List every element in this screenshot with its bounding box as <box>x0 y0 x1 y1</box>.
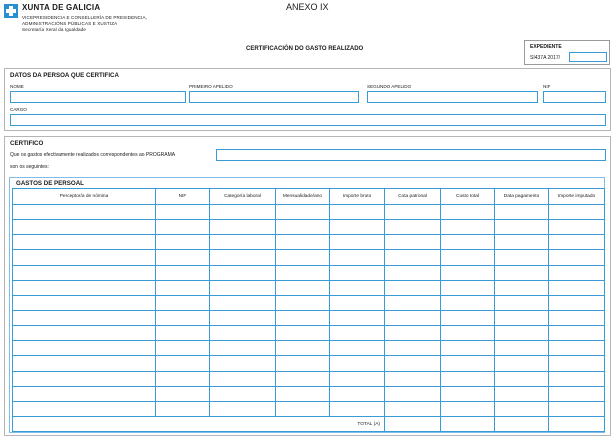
cell-importe-bruto[interactable] <box>330 205 385 220</box>
cell-categoria[interactable] <box>210 310 276 325</box>
cell-categoria[interactable] <box>210 250 276 265</box>
org-line-2: ADMINISTRACIÓNS PÚBLICAS E XUSTIZA <box>22 21 118 26</box>
cell-cota-patronal[interactable] <box>385 310 441 325</box>
cell-categoria[interactable] <box>210 401 276 416</box>
cell-cota-patronal[interactable] <box>385 235 441 250</box>
cell-categoria[interactable] <box>210 371 276 386</box>
cell-importe-imputado[interactable] <box>549 326 605 341</box>
org-line-3: Secretaría Xeral da Igualdade <box>22 27 86 32</box>
col-data-pagamento: Data pagamento <box>495 189 549 205</box>
cell-cota-patronal[interactable] <box>385 205 441 220</box>
primeiro-apelido-label: PRIMEIRO APELIDO <box>189 84 233 89</box>
cell-importe-bruto[interactable] <box>330 341 385 356</box>
total-row <box>13 416 605 431</box>
cell-importe-bruto[interactable] <box>330 326 385 341</box>
cell-importe-imputado[interactable] <box>549 280 605 295</box>
gastos-persoal-section <box>9 177 605 433</box>
col-importe-bruto: Importe bruto <box>330 189 385 205</box>
cell-importe-bruto[interactable] <box>330 220 385 235</box>
cell-categoria[interactable] <box>210 220 276 235</box>
cell-mensualidade[interactable] <box>276 371 330 386</box>
gastos-header-row <box>13 189 605 205</box>
cell-cota-patronal[interactable] <box>385 386 441 401</box>
cell-importe-imputado[interactable] <box>549 356 605 371</box>
cell-importe-bruto[interactable] <box>330 265 385 280</box>
cell-nif[interactable] <box>156 250 210 265</box>
cell-nif[interactable] <box>156 326 210 341</box>
segundo-apelido-field[interactable] <box>367 91 538 103</box>
document-title: CERTIFICACIÓN DO GASTO REALIZADO <box>246 46 364 52</box>
total-importe-imputado[interactable] <box>549 416 605 431</box>
col-mensualidade: Mensualidade/ano <box>276 189 330 205</box>
gastos-row <box>13 250 605 265</box>
cell-perceptor[interactable] <box>13 371 156 386</box>
gastos-row <box>13 310 605 325</box>
cell-mensualidade[interactable] <box>276 295 330 310</box>
cell-nif[interactable] <box>156 310 210 325</box>
cell-mensualidade[interactable] <box>276 265 330 280</box>
cell-custo-total[interactable] <box>441 295 495 310</box>
cell-cota-patronal[interactable] <box>385 265 441 280</box>
cell-perceptor[interactable] <box>13 356 156 371</box>
cell-categoria[interactable] <box>210 295 276 310</box>
cell-mensualidade[interactable] <box>276 326 330 341</box>
cell-data-pagamento[interactable] <box>495 265 549 280</box>
cargo-field[interactable] <box>10 114 606 126</box>
gastos-row <box>13 265 605 280</box>
cell-perceptor[interactable] <box>13 401 156 416</box>
cell-categoria[interactable] <box>210 280 276 295</box>
gastos-row <box>13 220 605 235</box>
persona-section-title: DATOS DA PERSOA QUE CERTIFICA <box>10 72 119 79</box>
gastos-row <box>13 235 605 250</box>
gastos-row <box>13 386 605 401</box>
cell-importe-bruto[interactable] <box>330 295 385 310</box>
total-custo-total[interactable] <box>441 416 495 431</box>
cell-importe-bruto[interactable] <box>330 310 385 325</box>
cell-categoria[interactable] <box>210 326 276 341</box>
cell-cota-patronal[interactable] <box>385 401 441 416</box>
cell-mensualidade[interactable] <box>276 280 330 295</box>
cell-data-pagamento[interactable] <box>495 356 549 371</box>
cell-custo-total[interactable] <box>441 250 495 265</box>
cell-custo-total[interactable] <box>441 310 495 325</box>
gastos-row <box>13 401 605 416</box>
cell-importe-imputado[interactable] <box>549 235 605 250</box>
cell-data-pagamento[interactable] <box>495 235 549 250</box>
cell-nif[interactable] <box>156 280 210 295</box>
cell-custo-total[interactable] <box>441 326 495 341</box>
gastos-row <box>13 205 605 220</box>
gastos-row <box>13 280 605 295</box>
cell-perceptor[interactable] <box>13 205 156 220</box>
cell-mensualidade[interactable] <box>276 235 330 250</box>
col-importe-imputado: Importe imputado <box>549 189 605 205</box>
nif-field[interactable] <box>543 91 606 103</box>
gastos-persoal-title: GASTOS DE PERSOAL <box>16 180 84 187</box>
cell-data-pagamento[interactable] <box>495 250 549 265</box>
cell-cota-patronal[interactable] <box>385 220 441 235</box>
cell-importe-imputado[interactable] <box>549 205 605 220</box>
cell-nif[interactable] <box>156 356 210 371</box>
persona-section <box>4 68 611 131</box>
cell-categoria[interactable] <box>210 265 276 280</box>
cell-perceptor[interactable] <box>13 235 156 250</box>
cell-custo-total[interactable] <box>441 356 495 371</box>
col-nif: NIF <box>156 189 210 205</box>
col-custo-total: Custo total <box>441 189 495 205</box>
cell-perceptor[interactable] <box>13 310 156 325</box>
cell-custo-total[interactable] <box>441 235 495 250</box>
cell-nif[interactable] <box>156 386 210 401</box>
cell-cota-patronal[interactable] <box>385 250 441 265</box>
cell-custo-total[interactable] <box>441 341 495 356</box>
nome-field[interactable] <box>10 91 186 103</box>
total-label: TOTAL (A) <box>13 416 385 431</box>
cell-importe-imputado[interactable] <box>549 341 605 356</box>
cell-categoria[interactable] <box>210 356 276 371</box>
cell-cota-patronal[interactable] <box>385 280 441 295</box>
cell-mensualidade[interactable] <box>276 386 330 401</box>
cell-data-pagamento[interactable] <box>495 295 549 310</box>
cell-importe-imputado[interactable] <box>549 250 605 265</box>
cell-perceptor[interactable] <box>13 341 156 356</box>
cell-custo-total[interactable] <box>441 220 495 235</box>
primeiro-apelido-field[interactable] <box>189 91 359 103</box>
xunta-logo <box>4 4 18 18</box>
cell-mensualidade[interactable] <box>276 341 330 356</box>
cell-perceptor[interactable] <box>13 386 156 401</box>
cell-importe-imputado[interactable] <box>549 295 605 310</box>
cell-custo-total[interactable] <box>441 386 495 401</box>
cell-importe-bruto[interactable] <box>330 401 385 416</box>
cell-nif[interactable] <box>156 265 210 280</box>
cell-nif[interactable] <box>156 341 210 356</box>
cell-cota-patronal[interactable] <box>385 295 441 310</box>
cell-perceptor[interactable] <box>13 220 156 235</box>
expediente-code: SI437A 2017/ <box>530 55 561 61</box>
cell-cota-patronal[interactable] <box>385 326 441 341</box>
expediente-box <box>524 40 610 65</box>
cell-importe-bruto[interactable] <box>330 235 385 250</box>
nif-label: NIF <box>543 84 551 89</box>
cell-mensualidade[interactable] <box>276 401 330 416</box>
cell-data-pagamento[interactable] <box>495 220 549 235</box>
nome-label: NOME <box>10 84 24 89</box>
cell-custo-total[interactable] <box>441 265 495 280</box>
cell-importe-bruto[interactable] <box>330 386 385 401</box>
cell-data-pagamento[interactable] <box>495 310 549 325</box>
total-cota-patronal[interactable] <box>385 416 441 431</box>
gastos-row <box>13 295 605 310</box>
cell-nif[interactable] <box>156 235 210 250</box>
gastos-row <box>13 341 605 356</box>
cell-custo-total[interactable] <box>441 401 495 416</box>
cell-nif[interactable] <box>156 205 210 220</box>
certifico-text-2: son os seguintes: <box>10 164 49 170</box>
cell-nif[interactable] <box>156 401 210 416</box>
cell-nif[interactable] <box>156 295 210 310</box>
gastos-table <box>12 188 605 432</box>
org-line-1: VICEPRESIDENCIA E CONSELLERÍA DE PRESIDENCIA, <box>22 15 147 20</box>
total-blank <box>495 416 549 431</box>
cell-custo-total[interactable] <box>441 205 495 220</box>
col-perceptor: Perceptor/a de nómina <box>13 189 156 205</box>
cell-importe-imputado[interactable] <box>549 220 605 235</box>
annex-title: ANEXO IX <box>286 2 329 12</box>
cell-mensualidade[interactable] <box>276 205 330 220</box>
cell-data-pagamento[interactable] <box>495 401 549 416</box>
expediente-label: EXPEDIENTE <box>530 44 562 50</box>
cell-perceptor[interactable] <box>13 250 156 265</box>
cell-importe-imputado[interactable] <box>549 265 605 280</box>
cell-nif[interactable] <box>156 371 210 386</box>
cell-importe-bruto[interactable] <box>330 371 385 386</box>
gastos-row <box>13 356 605 371</box>
cell-mensualidade[interactable] <box>276 250 330 265</box>
certifico-title: CERTIFICO <box>10 140 44 147</box>
cell-data-pagamento[interactable] <box>495 280 549 295</box>
cargo-label: CARGO <box>10 107 27 112</box>
cell-categoria[interactable] <box>210 341 276 356</box>
cell-mensualidade[interactable] <box>276 310 330 325</box>
cell-custo-total[interactable] <box>441 371 495 386</box>
cell-custo-total[interactable] <box>441 280 495 295</box>
cell-importe-bruto[interactable] <box>330 280 385 295</box>
expediente-field[interactable] <box>569 52 607 62</box>
gastos-row <box>13 326 605 341</box>
cell-importe-imputado[interactable] <box>549 386 605 401</box>
cell-categoria[interactable] <box>210 205 276 220</box>
cell-perceptor[interactable] <box>13 326 156 341</box>
cell-cota-patronal[interactable] <box>385 371 441 386</box>
cell-perceptor[interactable] <box>13 295 156 310</box>
cell-importe-imputado[interactable] <box>549 401 605 416</box>
gastos-row <box>13 371 605 386</box>
cell-data-pagamento[interactable] <box>495 326 549 341</box>
cell-data-pagamento[interactable] <box>495 205 549 220</box>
cell-categoria[interactable] <box>210 235 276 250</box>
cell-cota-patronal[interactable] <box>385 356 441 371</box>
cell-categoria[interactable] <box>210 386 276 401</box>
cell-data-pagamento[interactable] <box>495 371 549 386</box>
cell-importe-bruto[interactable] <box>330 250 385 265</box>
cell-nif[interactable] <box>156 220 210 235</box>
cell-mensualidade[interactable] <box>276 220 330 235</box>
cell-mensualidade[interactable] <box>276 356 330 371</box>
certifico-text: Que os gastos efectivamente realizados correspondentes ao PROGRAMA <box>10 152 176 158</box>
cell-perceptor[interactable] <box>13 280 156 295</box>
col-categoria: Categoría laboral <box>210 189 276 205</box>
cell-importe-bruto[interactable] <box>330 356 385 371</box>
cell-perceptor[interactable] <box>13 265 156 280</box>
cell-cota-patronal[interactable] <box>385 341 441 356</box>
cell-importe-imputado[interactable] <box>549 371 605 386</box>
segundo-apelido-label: SEGUNDO APELIDO <box>367 84 412 89</box>
cell-data-pagamento[interactable] <box>495 386 549 401</box>
col-cota-patronal: Cota patronal <box>385 189 441 205</box>
programa-field[interactable] <box>216 149 606 161</box>
cell-importe-imputado[interactable] <box>549 310 605 325</box>
org-name: XUNTA DE GALICIA <box>22 3 101 12</box>
cell-data-pagamento[interactable] <box>495 341 549 356</box>
